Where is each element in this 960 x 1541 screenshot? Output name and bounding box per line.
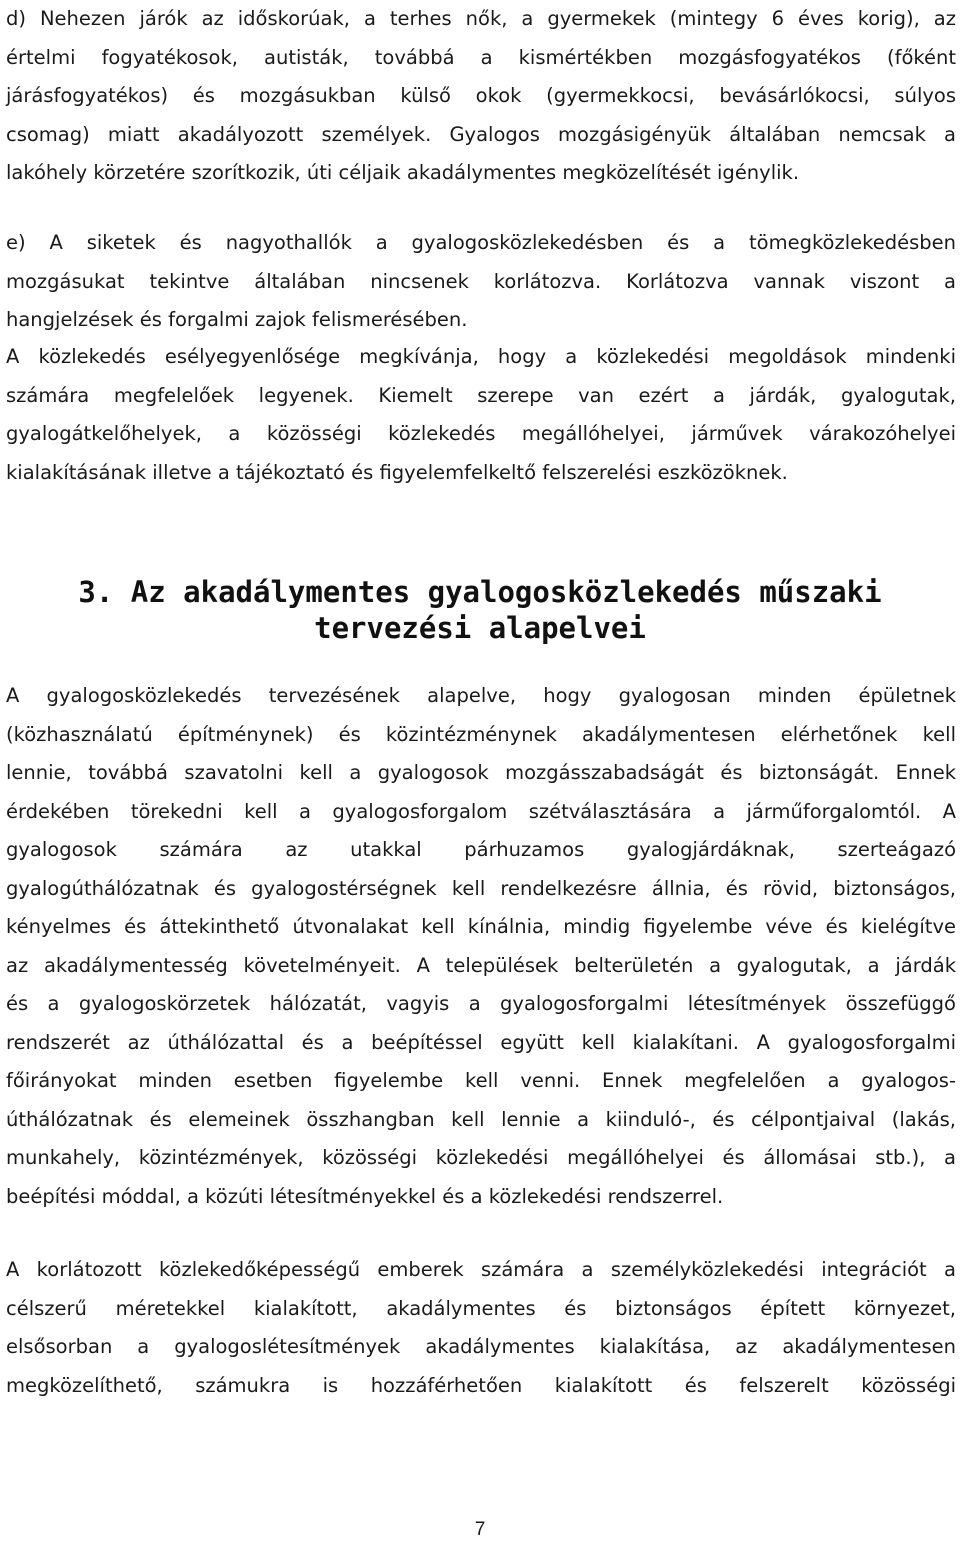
text-line: gyalogátkelőhelyek, a közösségi közlekedés megállóhelyei, járművek várakozóhelyei: [6, 422, 956, 445]
paragraph-d: [6, 0, 956, 193]
text-line: e) A siketek és nagyothallók a gyalogosközlekedésben és a tömegközlekedésben: [6, 231, 956, 254]
text-line: A közlekedés esélyegyenlősége megkívánja, hogy a közlekedési megoldások mindenki: [6, 345, 956, 368]
text-line: csomag) miatt akadályozott személyek. Gyalogos mozgásigényük általában nemcsak a: [6, 122, 956, 146]
text-line: d) Nehezen járók az időskorúak, a terhes nők, a gyermekek (mintegy 6 éves korig), az: [6, 7, 956, 30]
text-line: és a gyalogoskörzetek hálózatát, vagyis a gyalogosforgalmi létesítmények összefüggő: [6, 992, 956, 1015]
paragraph-alapelv: [6, 677, 956, 1216]
text-line: értelmi fogyatékosok, autisták, továbbá a kismértékben mozgásfogyatékos (főként: [6, 45, 956, 69]
text-line: hangjelzések és forgalmi zajok felismerésében.: [6, 308, 468, 331]
text-line: az akadálymentesség követelményeit. A települések belterületén a gyalogutak, a járdák: [6, 953, 956, 977]
text-line: gyalogosok számára az utakkal párhuzamos gyalogjárdáknak, szerteágazó: [6, 838, 956, 861]
text-line: megközelíthető, számukra is hozzáférhetően kialakított és felszerelt közösségi: [6, 1373, 956, 1397]
text-line: munkahely, közintézmények, közösségi közlekedési megállóhelyei és állomásai stb.), a: [6, 1146, 956, 1169]
text-line: főirányokat minden esetben figyelembe kell venni. Ennek megfelelően a gyalogos-: [6, 1069, 956, 1092]
text-line: (közhasználatú építménynek) és közintézménynek akadálymentesen elérhetőnek kell: [6, 722, 956, 746]
text-line: beépítési móddal, a közúti létesítményekkel és a közlekedési rendszerrel.: [6, 1184, 724, 1208]
text-line: gyalogúthálózatnak és gyalogostérségnek kell rendelkezésre állnia, és rövid, biztonságos,: [6, 876, 956, 900]
text-line: lakóhely körzetére szorítkozik, úti céljaik akadálymentes megközelítését igénylik.: [6, 161, 800, 184]
paragraph-esely: [6, 338, 956, 492]
page-number: 7: [474, 1519, 486, 1540]
section-heading: [0, 574, 960, 646]
paragraph-korlatozott: [6, 1251, 956, 1405]
text-line: számára megfelelőek legyenek. Kiemelt szerepe van ezért a járdák, gyalogutak,: [6, 383, 956, 407]
text-line: mozgásukat tekintve általában nincsenek korlátozva. Korlátozva vannak viszont a: [6, 269, 956, 293]
text-line: célszerű méretekkel kialakított, akadálymentes és biztonságos épített környezet,: [6, 1296, 956, 1320]
text-line: kényelmes és áttekinthető útvonalakat kell kínálnia, mindig figyelembe véve és kielégítve: [6, 915, 956, 938]
text-line: úthálózatnak és elemeinek összhangban kell lennie a kiinduló-, és célpontjaival (lakás,: [6, 1107, 956, 1131]
text-line: érdekében törekedni kell a gyalogosforgalom szétválasztására a járműforgalomtól. A: [6, 799, 956, 823]
text-line: lennie, továbbá szavatolni kell a gyalogosok mozgásszabadságát és biztonságát. Ennek: [6, 761, 956, 784]
paragraph-e: [6, 224, 956, 340]
text-line: járásfogyatékos) és mozgásukban külső okok (gyermekkocsi, bevásárlókocsi, súlyos: [6, 84, 956, 107]
text-line: A gyalogosközlekedés tervezésének alapelve, hogy gyalogosan minden épületnek: [6, 684, 956, 707]
text-line: rendszerét az úthálózattal és a beépítéssel együtt kell kialakítani. A gyalogosforgalmi: [6, 1030, 956, 1054]
text-line: kialakításának illetve a tájékoztató és figyelemfelkeltő felszerelési eszközöknek.: [6, 460, 788, 484]
section-heading-line-1: 3. Az akadálymentes gyalogosközlekedés műszaki: [78, 575, 882, 609]
section-heading-line-2: tervezési alapelvei: [314, 611, 646, 645]
text-line: A korlátozott közlekedőképességű emberek számára a személyközlekedési integrációt a: [6, 1258, 956, 1281]
text-line: elsősorban a gyalogoslétesítmények akadálymentes kialakítása, az akadálymentesen: [6, 1335, 956, 1358]
